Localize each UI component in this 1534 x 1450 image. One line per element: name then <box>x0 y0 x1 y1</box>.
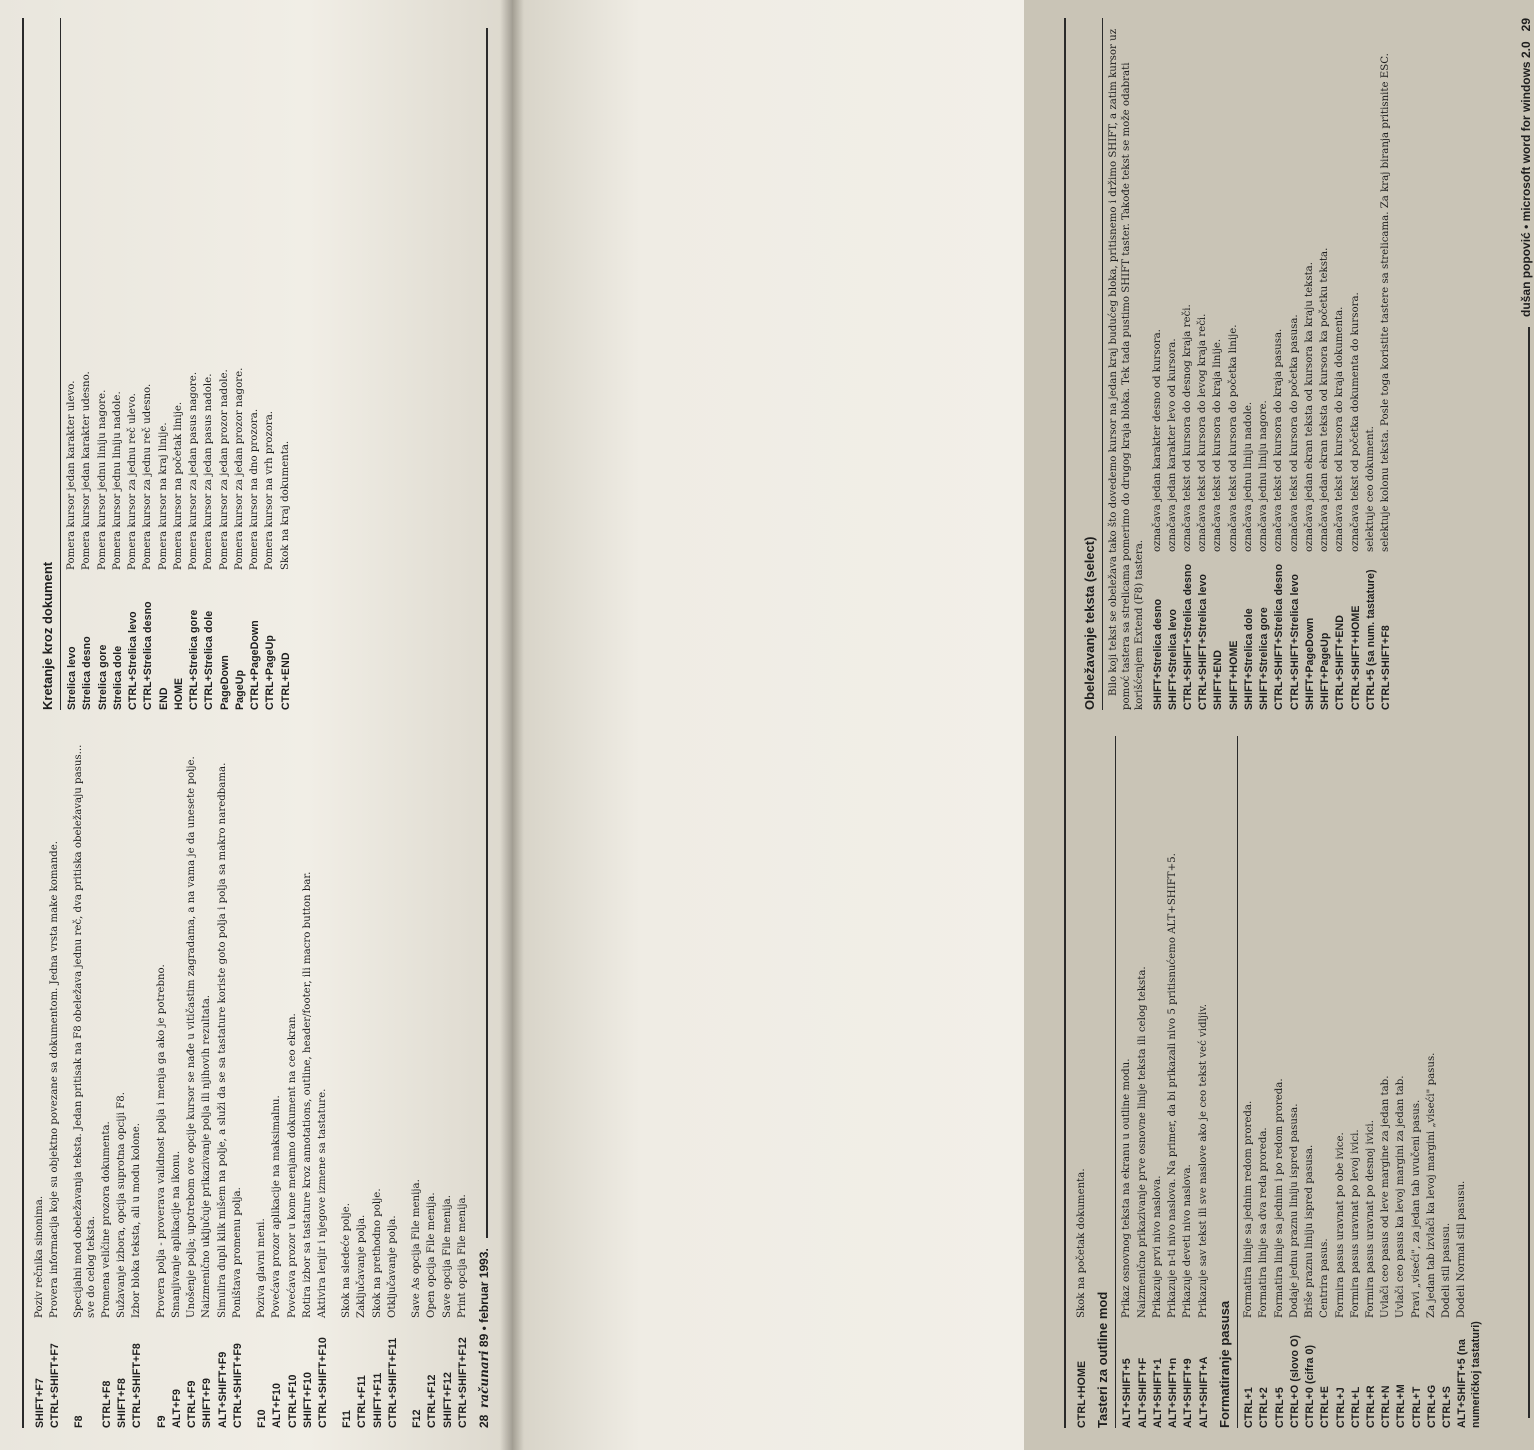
shortcut-row <box>341 736 354 1428</box>
shortcut-description: Pomera kursor jedan karakter udesno. <box>81 371 93 570</box>
shortcut-key: CTRL+SHIFT+F12 <box>456 1337 469 1428</box>
shortcut-description: Pomera kursor za jedan prozor nadole. <box>218 369 230 570</box>
shortcut-row <box>280 18 293 710</box>
shortcut-description: označava jednu liniju nagore. <box>1258 400 1270 552</box>
shortcut-row <box>1304 736 1317 1428</box>
shortcut-row <box>186 736 199 1428</box>
shortcut-description: Save opcija File menija. <box>441 1195 453 1318</box>
shortcut-row <box>1273 18 1286 710</box>
page-number-left: 28 <box>477 1414 491 1428</box>
shortcut-description: Poništava promenu polja. <box>231 1187 243 1318</box>
shortcut-description: Sužavanje izbora, opcija suprotna opciji F8. <box>116 1092 128 1318</box>
shortcut-key: CTRL+Strelica desno <box>142 601 155 710</box>
shortcut-key: CTRL+E <box>1319 1385 1332 1428</box>
left-column-1 <box>34 736 472 1428</box>
shortcut-description: označava tekst od kursora do kraja dokumenta. <box>1334 306 1346 552</box>
shortcut-row <box>442 736 455 1428</box>
left-page <box>22 18 492 1428</box>
shortcut-row <box>158 18 171 710</box>
shortcut-description: Dodeli stil pasusu. <box>1441 1222 1453 1318</box>
shortcut-key: CTRL+Strelica dole <box>203 610 216 710</box>
shortcut-key: CTRL+PageUp <box>264 635 277 710</box>
shortcut-row <box>1274 736 1287 1428</box>
shortcut-row <box>1350 18 1363 710</box>
shortcut-key: SHIFT+F7 <box>34 1378 46 1428</box>
shortcut-description: Formatira linije sa dva reda proreda. <box>1258 1127 1270 1318</box>
section-rule <box>1102 18 1103 710</box>
shortcut-description: Za jedan tab izvlači ka levoj margini „viseći" pasus. <box>1425 1052 1437 1318</box>
shortcut-description: Naizmenično uključuje prikazivanje polja ili njihovih rezultata. <box>201 994 213 1318</box>
shortcut-key: Strelica levo <box>66 646 79 710</box>
shortcut-row <box>66 18 79 710</box>
shortcut-description: Povećava prozor aplikacije na maksimalnu. <box>271 1095 283 1318</box>
section-heading-format: Formatiranje pasusa <box>1216 1300 1232 1428</box>
shortcut-key: CTRL+5 <box>1273 1387 1286 1428</box>
kretanje-list <box>66 18 293 710</box>
shortcut-key: CTRL+Strelica levo <box>127 611 140 710</box>
shortcut-row <box>1426 736 1439 1428</box>
shortcut-key: F12 <box>411 1409 424 1428</box>
shortcut-row <box>1350 736 1363 1428</box>
shortcut-key: CTRL+5 (sa num. tastature) <box>1364 569 1377 710</box>
shortcut-row <box>317 736 330 1428</box>
shortcut-row <box>112 18 125 710</box>
page-number-right: 29 <box>1519 18 1533 32</box>
format-list <box>1243 736 1483 1428</box>
shortcut-row <box>411 736 424 1428</box>
shortcut-description: Prikazuje deveti nivo naslova. <box>1182 1164 1194 1318</box>
shortcut-row <box>232 736 245 1428</box>
shortcut-row <box>1121 736 1134 1428</box>
shortcut-description: označava jedan karakter levo od kursora. <box>1166 338 1178 552</box>
shortcut-key: CTRL+SHIFT+Strelica desno <box>1181 563 1194 710</box>
shortcut-description: Open opcija File menija. <box>426 1192 438 1318</box>
shortcut-key: ALT+SHIFT+5 (na numeričkoj tastaturi) <box>1456 1321 1482 1428</box>
shortcut-row <box>1289 736 1302 1428</box>
shortcut-row <box>1198 736 1211 1428</box>
shortcut-key: CTRL+SHIFT+F10 <box>317 1337 330 1428</box>
shortcut-row <box>1182 18 1195 710</box>
shortcut-description: Dodaje jednu praznu liniju ispred pasusa. <box>1288 1103 1300 1318</box>
shortcut-key: CTRL+SHIFT+F8 <box>1380 625 1393 710</box>
shortcut-key: ALT+SHIFT+F9 <box>216 1351 229 1428</box>
shortcut-row <box>1334 18 1347 710</box>
shortcut-description: označava jedan ekran teksta od kursora ka početku teksta. <box>1319 247 1331 552</box>
shortcut-description: označava jednu liniju nadole. <box>1242 401 1254 552</box>
shortcut-description: Pomera kursor na dno prozora. <box>249 408 261 570</box>
select-list <box>1152 18 1394 710</box>
shortcut-row <box>1137 736 1150 1428</box>
shortcut-key: CTRL+M <box>1395 1384 1408 1428</box>
shortcut-description: Pomera kursor za jedan pasus nagore. <box>188 371 200 570</box>
shortcut-description: označava tekst od početka dokumenta do kursora. <box>1349 292 1361 552</box>
shortcut-description: Pomera kursor jedan karakter ulevo. <box>66 380 78 570</box>
shortcut-row <box>1411 736 1424 1428</box>
shortcut-description: Pomera kursor za jednu reč ulevo. <box>127 393 139 570</box>
shortcut-description: Poziv rečnika sinonima. <box>34 1195 45 1318</box>
shortcut-key: ALT+SHIFT+1 <box>1151 1358 1164 1428</box>
shortcut-key: SHIFT+PageDown <box>1303 617 1316 710</box>
shortcut-row <box>1152 736 1165 1428</box>
shortcut-description: Pomera kursor za jedan pasus nadole. <box>203 373 215 570</box>
shortcut-description: Provera polja - proverava validnost polja i menja ga ako je potrebno. <box>155 964 167 1318</box>
shortcut-description: Formira pasus uravnat po levoj ivici. <box>1349 1129 1361 1318</box>
shortcut-key: CTRL+SHIFT+F8 <box>131 1343 144 1428</box>
shortcut-description: Provera informacija koje su objektno povezane sa dokumentom. Jedna vrsta make komande. <box>49 841 61 1318</box>
shortcut-key: CTRL+1 <box>1243 1387 1256 1428</box>
shortcut-row <box>171 736 184 1428</box>
shortcut-description: selektuje ceo dokument. <box>1364 426 1376 552</box>
shortcut-key: CTRL+SHIFT+F7 <box>49 1343 62 1428</box>
right-page <box>1064 18 1534 1428</box>
shortcut-key: CTRL+SHIFT+F9 <box>231 1343 244 1428</box>
shortcut-row <box>1395 736 1408 1428</box>
right-column-2 <box>1076 18 1485 710</box>
shortcut-description: Pomera kursor jednu liniju nadole. <box>111 391 123 570</box>
shortcut-key: SHIFT+F8 <box>116 1378 129 1428</box>
issue-info: 89 • februar 1993. <box>477 1248 491 1348</box>
shortcut-description: Smanjivanje aplikacije na ikonu. <box>170 1150 182 1318</box>
shortcut-description: Save As opcija File menija. <box>411 1179 423 1318</box>
shortcut-row <box>1167 18 1180 710</box>
shortcut-row <box>1289 18 1302 710</box>
shortcut-description: Naizmenično prikazivanje prve osnovne linije teksta ili celog teksta. <box>1136 966 1148 1318</box>
shortcut-key: SHIFT+Strelica levo <box>1166 608 1179 710</box>
shortcut-description: Otključavanje polja. <box>386 1215 398 1318</box>
shortcut-key: SHIFT+F12 <box>441 1372 454 1428</box>
left-sheet <box>0 0 512 1450</box>
shortcut-description: Uvlači ceo pasus od leve margine za jedan tab. <box>1380 1075 1392 1318</box>
shortcut-key: SHIFT+PageUp <box>1319 632 1332 710</box>
shortcut-row <box>49 736 62 1428</box>
shortcut-description: Pravi „viseći", za jedan tab uvučeni pasus. <box>1410 1099 1422 1318</box>
shortcut-row <box>1365 736 1378 1428</box>
shortcut-description: Skok na prethodno polje. <box>371 1188 383 1318</box>
shortcut-description: Skok na kraj dokumenta. <box>279 440 291 570</box>
section-rule <box>1115 736 1116 1428</box>
shortcut-key: ALT+SHIFT+F <box>1136 1357 1149 1428</box>
shortcut-row <box>1380 736 1393 1428</box>
shortcut-description: Skok na početak dokumenta. <box>1076 1168 1087 1318</box>
shortcut-key: SHIFT+F10 <box>301 1372 314 1428</box>
shortcut-description: Prikaz osnovnog teksta na ekranu u outline modu. <box>1121 1058 1133 1318</box>
section-heading-outline: Tasteri za outline mod <box>1095 1291 1111 1428</box>
shortcut-description: Skok na sledeće polje. <box>341 1203 353 1318</box>
section-rule <box>1237 736 1238 1428</box>
shortcut-description: Briše praznu liniju ispred pasusa. <box>1304 1144 1316 1318</box>
outline-list <box>1121 736 1210 1428</box>
shortcut-row <box>1365 18 1378 710</box>
shortcut-key: END <box>157 687 170 710</box>
shortcut-description: Pomera kursor za jednu reč udesno. <box>142 383 154 570</box>
shortcut-key: Strelica dole <box>111 645 124 710</box>
shortcut-key: PageUp <box>233 669 246 710</box>
shortcut-key: ALT+SHIFT+n <box>1167 1357 1180 1428</box>
shortcut-description: Uvlači ceo pasus ka levoj margini za jedan tab. <box>1395 1075 1407 1318</box>
left-footer <box>477 18 492 1428</box>
shortcut-description: Simulira dupli klik mišem na polje, a služi da se sa tastature koriste goto polja i polja sa makro naredbama. <box>216 762 228 1318</box>
shortcut-row <box>1167 736 1180 1428</box>
shortcut-description: označava jedan karakter desno od kursora. <box>1151 329 1163 552</box>
shortcut-key: SHIFT+F11 <box>371 1372 384 1428</box>
shortcut-key: CTRL+J <box>1334 1387 1347 1428</box>
shortcut-description: Poziva glavni meni. <box>256 1218 268 1318</box>
shortcut-description: Prikazuje sav tekst ili sve naslove ako je ceo tekst već vidljiv. <box>1197 1003 1209 1318</box>
shortcut-key: CTRL+HOME <box>1076 1360 1088 1428</box>
section-rule <box>60 18 61 710</box>
shortcut-description: Prikazuje n-ti nivo naslova. Na primer, da bi prikazali nivo 5 pritisnućemo ALT+SHIFT+5. <box>1167 853 1179 1318</box>
shortcut-description: označava tekst od kursora do levog kraja reči. <box>1197 313 1209 552</box>
shortcut-key: SHIFT+Strelica dole <box>1242 608 1255 710</box>
shortcut-row <box>1335 736 1348 1428</box>
shortcut-row <box>264 18 277 710</box>
shortcut-description: Formira pasus uravnat po obe ivice. <box>1334 1132 1346 1318</box>
shortcut-row <box>203 18 216 710</box>
shortcut-key: CTRL+F11 <box>356 1375 369 1428</box>
shortcut-row <box>302 736 315 1428</box>
page-gutter <box>500 0 524 1450</box>
shortcut-key: CTRL+SHIFT+F11 <box>386 1337 399 1428</box>
shortcut-key: CTRL+F8 <box>100 1380 113 1428</box>
shortcut-description: označava tekst od kursora do kraja pasusa. <box>1273 328 1285 552</box>
shortcut-row <box>1228 18 1241 710</box>
shortcut-row <box>142 18 155 710</box>
shortcut-description: Pomera kursor na vrh prozora. <box>264 410 276 570</box>
shortcut-description: Aktivira lenjir i njegove izmene sa tastature. <box>317 1088 329 1318</box>
shortcut-row <box>73 736 99 1428</box>
shortcut-key: PageDown <box>218 655 231 710</box>
shortcut-key: ALT+F9 <box>170 1389 183 1428</box>
shortcut-row <box>116 736 129 1428</box>
shortcut-row <box>234 18 247 710</box>
shortcut-key: CTRL+F9 <box>186 1380 199 1428</box>
shortcut-row <box>287 736 300 1428</box>
right-footer <box>1519 18 1534 1428</box>
shortcut-description: Specijalni mod obeležavanja teksta. Jedan pritisak na F8 obeležava jednu reč, dva pritiska obeležavaju pasus... sve do celog teksta. <box>73 744 98 1318</box>
shortcut-row <box>271 736 284 1428</box>
shortcut-row <box>1380 18 1393 710</box>
shortcut-row <box>1304 18 1317 710</box>
shortcut-key: ALT+SHIFT+9 <box>1182 1358 1195 1428</box>
shortcut-row <box>1152 18 1165 710</box>
shortcut-key: SHIFT+Strelica desno <box>1151 598 1164 710</box>
shortcut-key: CTRL+SHIFT+Strelica levo <box>1288 573 1301 710</box>
shortcut-key: F9 <box>155 1415 168 1428</box>
shortcut-row <box>1456 736 1482 1428</box>
shortcut-key: ALT+F10 <box>271 1383 284 1428</box>
shortcut-key: ALT+SHIFT+5 <box>1121 1358 1134 1428</box>
right-column-1 <box>1076 736 1485 1428</box>
select-intro: Bilo koji tekst se obeležava tako što dovedemo kursor na jedan kraj budućeg bloka, pritisnemo i držimo SHIFT, a zatim kursor uz pomoć tastera sa strelicama pomerimo do drugog kraja bloka. Tek tada pustimo SHIFT taster. Takođe tekst se može odabrati korišćenjem Extend (F8) tastera. <box>1108 28 1145 710</box>
shortcut-description: označava tekst od kursora do početka linije. <box>1227 324 1239 552</box>
shortcut-description: selektuje kolonu teksta. Posle toga koristite tastere sa strelicama. Za kraj biranja pritisnite ESC. <box>1380 53 1392 552</box>
shortcut-description: Print opcija File menija. <box>456 1194 468 1318</box>
home-list <box>1076 736 1089 1428</box>
shortcut-description: Povećava prozor u kome menjamo dokument na ceo ekran. <box>286 1013 298 1318</box>
shortcut-key: CTRL+G <box>1425 1384 1438 1428</box>
shortcut-key: CTRL+SHIFT+END <box>1334 615 1347 710</box>
shortcut-row <box>81 18 94 710</box>
shortcut-description: Dodeli Normal stil pasusu. <box>1456 1180 1468 1318</box>
shortcut-row <box>1258 18 1271 710</box>
shortcut-key: CTRL+S <box>1441 1385 1454 1428</box>
shortcut-row <box>131 736 144 1428</box>
section-heading-select: Obeležavanje teksta (select) <box>1082 536 1097 710</box>
shortcut-description: Pomera kursor za jedan prozor nagore. <box>233 367 245 570</box>
shortcut-row <box>356 736 369 1428</box>
shortcut-key: CTRL+PageDown <box>249 620 262 710</box>
shortcut-key: CTRL+Strelica gore <box>188 609 201 710</box>
shortcut-key: F8 <box>73 1415 86 1428</box>
shortcut-row <box>201 736 214 1428</box>
shortcut-row <box>127 18 140 710</box>
shortcut-description: Prikazuje prvi nivo naslova. <box>1151 1175 1163 1318</box>
shortcut-key: SHIFT+F9 <box>201 1378 214 1428</box>
shortcut-description: označava jedan ekran teksta od kursora ka kraju teksta. <box>1303 262 1315 552</box>
shortcut-description: označava tekst od kursora do početka pasusa. <box>1288 314 1300 552</box>
shortcut-key: CTRL+2 <box>1258 1387 1271 1428</box>
shortcut-row <box>1319 736 1332 1428</box>
shortcut-description: Formatira linije sa jednim i po redom proreda. <box>1273 1078 1285 1318</box>
shortcut-row <box>426 736 439 1428</box>
shortcut-key: CTRL+T <box>1410 1386 1423 1428</box>
shortcut-row <box>217 736 230 1428</box>
right-sheet <box>512 0 1533 1450</box>
shortcut-key: CTRL+N <box>1380 1385 1393 1428</box>
spacer <box>332 736 341 1428</box>
shortcut-description: Pomera kursor na početak linije. <box>172 401 184 570</box>
shortcut-row <box>101 736 114 1428</box>
shortcut-key: CTRL+SHIFT+Strelica levo <box>1197 573 1210 710</box>
shortcut-description: Izbor bloka teksta, ali u modu kolone. <box>131 1123 143 1318</box>
shortcut-key: CTRL+0 (cifra 0) <box>1304 1344 1317 1428</box>
footer-rule <box>486 28 488 1238</box>
shortcut-key: ALT+SHIFT+A <box>1197 1356 1210 1428</box>
shortcut-row <box>34 736 47 1428</box>
shortcut-description: Pomera kursor jednu liniju nagore. <box>96 389 108 570</box>
footer-rule <box>1528 327 1530 1418</box>
shortcut-row <box>1212 18 1225 710</box>
shortcut-row <box>1441 736 1454 1428</box>
shortcut-row <box>188 18 201 710</box>
shortcut-description: Formira pasus uravnat po desnoj ivici. <box>1365 1120 1377 1318</box>
spacer <box>247 736 256 1428</box>
shortcut-key: Strelica gore <box>96 644 109 710</box>
shortcut-key: CTRL+SHIFT+Strelica desno <box>1273 563 1286 710</box>
shortcut-row <box>219 18 232 710</box>
shortcut-key: HOME <box>172 677 185 710</box>
shortcut-key: CTRL+O (slovo O) <box>1288 1334 1301 1428</box>
shortcut-row <box>372 736 385 1428</box>
shortcut-row <box>1319 18 1332 710</box>
shortcut-row <box>156 736 169 1428</box>
shortcut-key: SHIFT+Strelica gore <box>1258 607 1271 710</box>
shortcut-key: CTRL+SHIFT+HOME <box>1349 605 1362 710</box>
shortcut-description: Unošenje polja; upotrebom ove opcije kursor se nađe u vitičastim zagradama, a na vama je da unesete polje. <box>186 756 198 1318</box>
shortcut-key: SHIFT+END <box>1212 649 1225 710</box>
shortcut-row <box>1243 18 1256 710</box>
shortcut-row <box>249 18 262 710</box>
shortcut-row <box>1182 736 1195 1428</box>
spacer <box>402 736 411 1428</box>
shortcut-description: Promena veličine prozora dokumenta. <box>100 1121 112 1318</box>
shortcut-row <box>387 736 400 1428</box>
shortcut-row <box>457 736 470 1428</box>
shortcut-description: Rotira izbor sa tastature kroz annotations, outline, header/footer, ili macro button bar. <box>301 871 313 1318</box>
shortcut-row <box>1258 736 1271 1428</box>
shortcut-row <box>1076 736 1089 1428</box>
shortcut-key: CTRL+F12 <box>426 1374 439 1428</box>
top-rule <box>22 18 24 1428</box>
shortcut-description: Pomera kursor na kraj linije. <box>157 422 169 570</box>
shortcut-key: CTRL+L <box>1349 1386 1362 1428</box>
shortcut-key: SHIFT+HOME <box>1227 640 1240 710</box>
shortcut-description: Formatira linije sa jednim redom proreda. <box>1243 1100 1255 1318</box>
shortcut-key: CTRL+END <box>279 652 292 710</box>
shortcut-description: označava tekst od kursora do kraja linije. <box>1212 338 1224 552</box>
shortcut-description: Zaključavanje polja. <box>356 1214 368 1318</box>
shortcut-row <box>173 18 186 710</box>
magazine-name: računari <box>477 1350 491 1408</box>
section-heading-kretanje: Kretanje kroz dokument <box>40 561 55 710</box>
shortcut-key: F10 <box>256 1409 269 1428</box>
shortcut-row <box>256 736 269 1428</box>
shortcut-key: CTRL+R <box>1365 1385 1378 1428</box>
shortcut-row <box>97 18 110 710</box>
shortcut-description: označava tekst od kursora do desnog kraja reči. <box>1181 304 1193 552</box>
shortcut-key: Strelica desno <box>81 636 94 710</box>
left-column-2 <box>34 18 472 710</box>
shortcut-key: F11 <box>341 1410 354 1428</box>
shortcut-key: CTRL+F10 <box>286 1374 299 1428</box>
shortcut-description: Centrira pasus. <box>1319 1238 1331 1318</box>
shortcut-row <box>1197 18 1210 710</box>
spacer <box>147 736 156 1428</box>
shortcut-row <box>1243 736 1256 1428</box>
author-title: dušan popović • microsoft word for windows 2.0 <box>1519 41 1533 317</box>
top-rule <box>1064 18 1066 1428</box>
